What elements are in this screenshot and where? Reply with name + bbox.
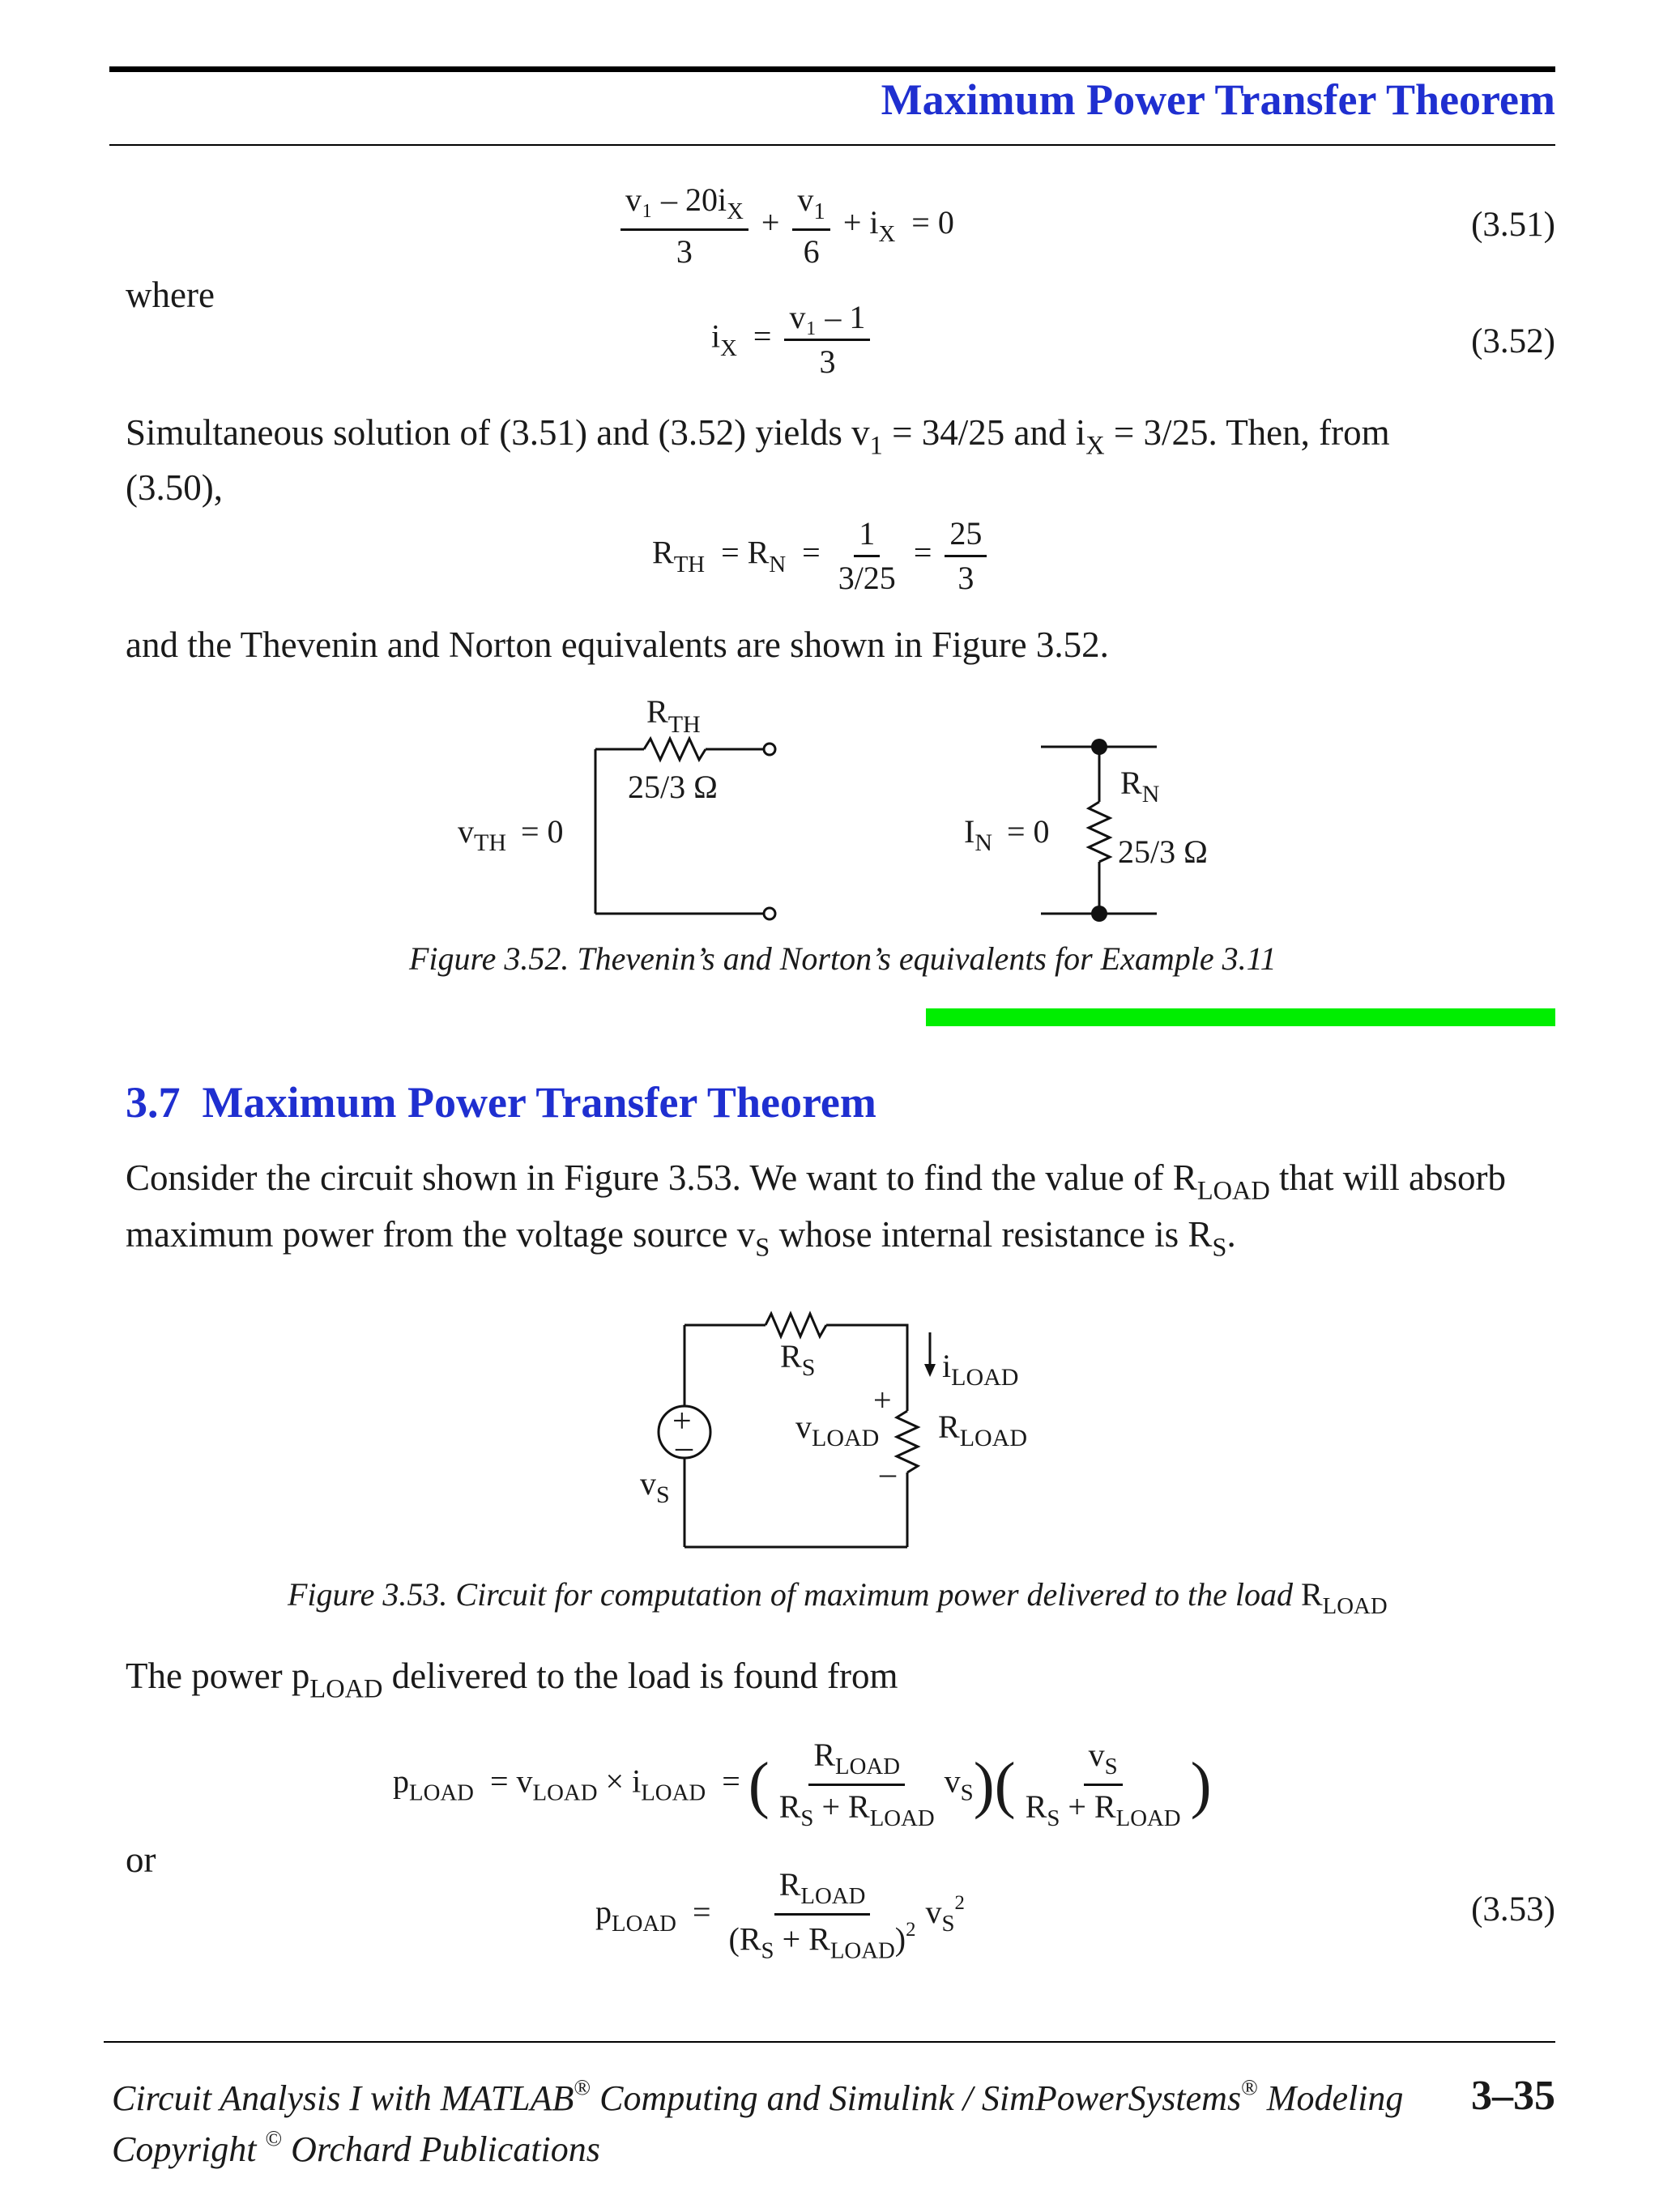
page-number: 3–35 [1471, 2073, 1555, 2119]
iload-label: $i_{LOAD}$ [942, 1348, 1019, 1391]
highlight-bar [926, 1008, 1555, 1026]
paragraph-power: The power $p_{LOAD}$ delivered to the load is found from [126, 1656, 898, 1704]
equation-rth: $R_{TH} = R_N$ = $\frac{1}{3/25}$ = $\frac{25}{3}$ [652, 516, 992, 596]
figure-3-53-caption: Figure 3.53. Circuit for computation of maximum power delivered to the load $R_{LOAD}$ [288, 1576, 1388, 1620]
paragraph-thevenin-norton: and the Thevenin and Norton equivalents are shown in Figure 3.52. [126, 624, 1109, 665]
equation-pload-expanded: $p_{LOAD} = v_{LOAD} \times i_{LOAD}$ = ( $\frac{R_{LOAD}}{R_S + R_{LOAD}}$ $v_S$)( $\frac{v_S}{R_S + R_{LOAD}}$ ) [393, 1737, 1212, 1831]
in-label: $I_N = 0$ [964, 813, 1050, 856]
source-minus: – [676, 1429, 693, 1466]
or-text: or [126, 1839, 156, 1880]
paragraph-consider-line2: maximum power from the voltage source $v_S$ whose internal resistance is $R_S$. [126, 1214, 1236, 1263]
paragraph-consider: Consider the circuit shown in Figure 3.53. We want to find the value of $R_{LOAD}$ that will absorb [126, 1157, 1507, 1206]
rs-label: $R_S$ [780, 1338, 816, 1381]
equation-number-3-53: (3.53) [1471, 1890, 1555, 1929]
equation-number-3-51: (3.51) [1471, 206, 1555, 244]
figure-3-52-caption: Figure 3.52. Thevenin’s and Norton’s equivalents for Example 3.11 [409, 940, 1277, 977]
source-plus: + [672, 1403, 692, 1440]
footer-rule [104, 2041, 1555, 2043]
header-underline [109, 144, 1555, 146]
vth-label: $v_{TH} = 0$ [458, 813, 564, 856]
paragraph-simultaneous-line2: (3.50), [126, 467, 223, 508]
norton-node-bottom [1091, 906, 1107, 922]
thevenin-terminal-bottom [764, 908, 775, 919]
footer-copyright: Copyright © Orchard Publications [112, 2126, 600, 2170]
equation-number-3-52: (3.52) [1471, 322, 1555, 360]
rload-resistor [897, 1411, 918, 1473]
rn-label: $R_N$ [1120, 765, 1160, 808]
rth-resistor [644, 739, 706, 760]
footer-book-title: Circuit Analysis I with MATLAB® Computing and Simulink / SimPowerSystems® Modeling [112, 2075, 1404, 2119]
paragraph-simultaneous: Simultaneous solution of (3.51) and (3.52) yields $v_1 = 34/25$ and $i_X = 3/25$. Then, from [126, 412, 1390, 461]
rn-resistor [1089, 802, 1110, 862]
equation-3-51: $\frac{v_1 - 20i_X}{3}$ + $\frac{v_1}{6}$ + $i_X = 0$ [616, 182, 954, 270]
thevenin-terminal-top [764, 744, 775, 755]
equation-3-52: $i_X$ = $\frac{\text{v₁ – 1}}{3}$ [711, 300, 875, 380]
figure-3-53-circuit [0, 1288, 1659, 1571]
where-text: where [126, 275, 215, 315]
rn-value: 25/3 Ω [1118, 833, 1208, 870]
norton-node-top [1091, 739, 1107, 755]
section-heading: 3.7 Maximum Power Transfer Theorem [126, 1078, 876, 1127]
equation-3-53: $p_{LOAD}$ = $\frac{R_{LOAD}}{(R_S + R_{LOAD})^2}$ $v_S^2$ [595, 1866, 965, 1964]
rth-label: $R_{TH}$ [646, 693, 701, 738]
vload-label: $v_{LOAD}$ [795, 1409, 880, 1451]
vs-label: $v_S$ [640, 1465, 670, 1508]
rth-value: 25/3 Ω [628, 769, 718, 805]
vload-plus: + [873, 1382, 892, 1418]
top-rule [109, 66, 1555, 72]
rload-label: $R_{LOAD}$ [938, 1409, 1028, 1451]
running-header: Maximum Power Transfer Theorem [881, 75, 1555, 124]
rs-resistor [766, 1314, 826, 1336]
vload-minus: – [880, 1455, 896, 1491]
figure-3-52-circuits [0, 688, 1659, 948]
